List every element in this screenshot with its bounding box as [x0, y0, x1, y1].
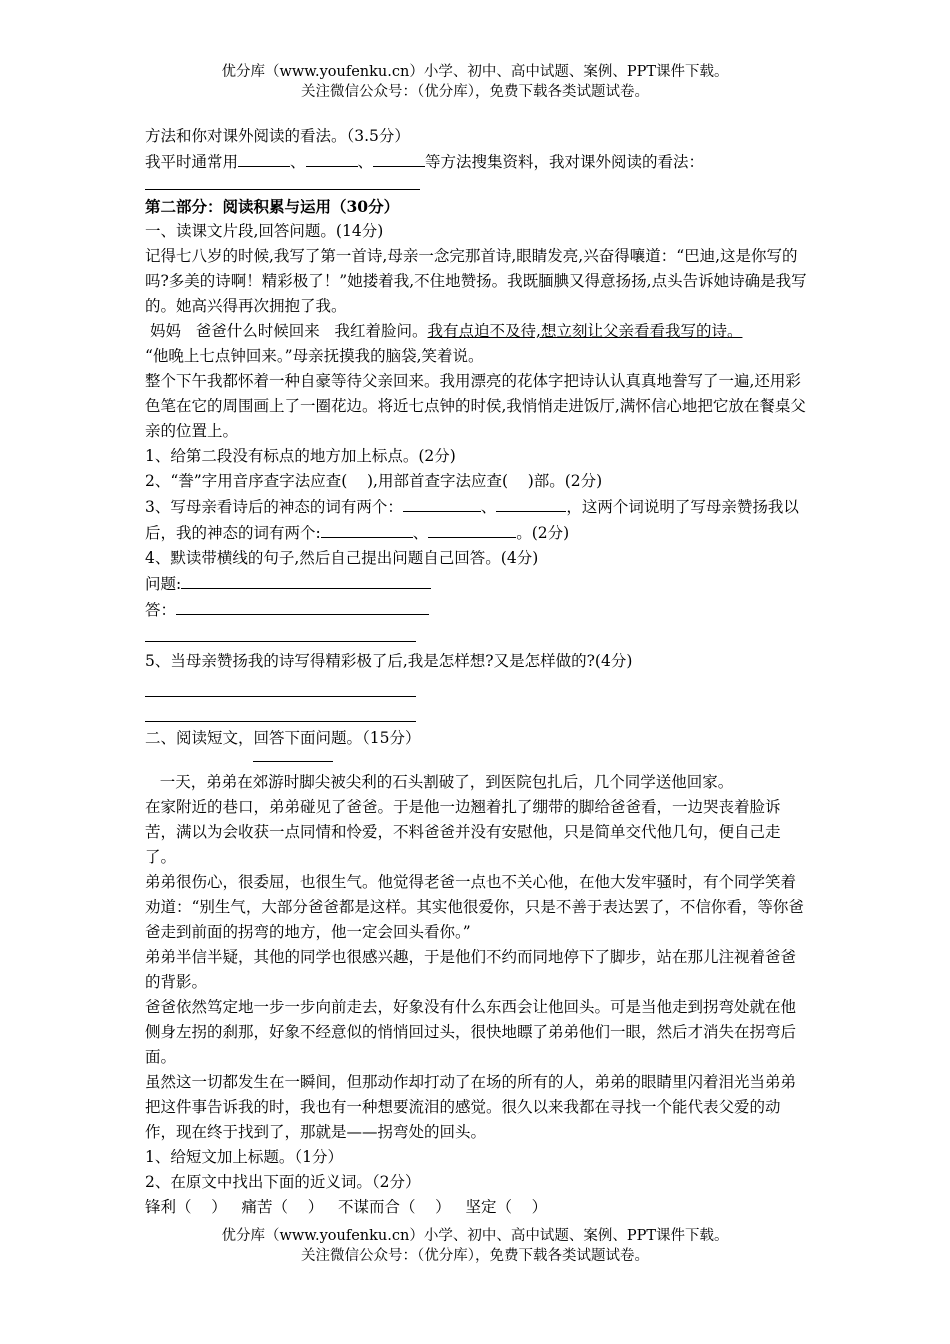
answer-blank[interactable] [373, 149, 425, 167]
answer-line[interactable] [145, 695, 416, 697]
article-paragraph: 虽然这一切都发生在一瞬间，但那动作却打动了在场的所有的人，弟弟的眼睛里闪着泪光当弟弟把这件事告诉我的时，我也有一种想要流泪的感觉。很久以来我都在寻找一个能代表父爱的动作，现在终于找到了，那就是——拐弯处的回头。 [145, 1073, 797, 1141]
header-line-2: 关注微信公众号：（优分库），免费下载各类试题试卷。 [301, 84, 649, 100]
article-paragraph: 弟弟半信半疑，其他的同学也很感兴趣，于是他们不约而同地停下了脚步，站在那儿注视着爸爸的背影。 [145, 948, 797, 991]
question-1: 1、给第二段没有标点的地方加上标点。(2分) [145, 447, 456, 465]
footer-line-2: 关注微信公众号：（优分库），免费下载各类试题试卷。 [301, 1248, 649, 1264]
answer-line[interactable] [145, 720, 416, 722]
answer-blank[interactable] [428, 520, 516, 538]
question-b1: 1、给短文加上标题。（1分） [145, 1148, 343, 1166]
answer-blank[interactable] [496, 494, 566, 512]
article-paragraph: 爸爸依然笃定地一步一步向前走去，好象没有什么东西会让他回头。可是当他走到拐弯处就在他侧身左拐的刹那，好象不经意似的悄悄回过头，很快地瞟了弟弟他们一眼，然后才消失在拐弯后面。 [145, 998, 797, 1066]
title-blank[interactable] [253, 760, 333, 762]
question-text: 3、写母亲看诗后的神态的词有两个： [145, 498, 403, 516]
underlined-sentence: 我有点迫不及待,想立刻让父亲看看我写的诗。 [427, 322, 743, 340]
answer-blank[interactable] [238, 149, 290, 167]
question-text: 。(2分) [516, 524, 570, 542]
passage-text: 妈妈 爸爸什么时候回来 我红着脸问。 [145, 322, 428, 340]
passage-paragraph: “他晚上七点钟回来。”母亲抚摸我的脑袋,笑着说。 [145, 347, 484, 365]
separator: 、 [480, 498, 497, 516]
section-1-title: 一、读课文片段,回答问题。(14分) [145, 222, 384, 240]
intro-line-1: 方法和你对课外阅读的看法。（3.5分） [145, 127, 410, 145]
answer-line[interactable] [145, 640, 416, 642]
question-3 [145, 494, 810, 546]
question-4: 4、默读带横线的句子,然后自己提出问题自己回答。(4分) [145, 549, 539, 567]
answer-line[interactable] [145, 188, 420, 190]
question-4-prompt [145, 571, 810, 597]
separator: 、 [357, 153, 374, 171]
article-paragraph: 一天，弟弟在郊游时脚尖被尖利的石头割破了，到医院包扎后，几个同学送他回家。 [145, 773, 734, 791]
answer-label: 答： [145, 601, 177, 619]
intro-line-2 [145, 149, 810, 175]
section-2-title: 二、阅读短文，回答下面问题。（15分） [145, 729, 421, 747]
passage-paragraph [145, 319, 810, 344]
passage-paragraph: 记得七八岁的时候,我写了第一首诗,母亲一念完那首诗,眼睛发亮,兴奋得嚷道：“巴迪,这是你写的吗?多美的诗啊！精彩极了！”她搂着我,不住地赞扬。我既腼腆又得意扬扬,点头告诉她诗确是我写的。她高兴得再次拥抱了我。 [145, 247, 807, 315]
part2-title: 第二部分：阅读积累与运用（30分） [145, 197, 400, 216]
answer-blank[interactable] [176, 597, 429, 615]
question-label: 问题: [145, 575, 182, 593]
header-line-1: 优分库（www.youfenku.cn）小学、初中、高中试题、案例、PPT课件下载。 [221, 64, 729, 80]
intro-text: 等方法搜集资料，我对课外阅读的看法： [425, 153, 705, 171]
separator: 、 [290, 153, 306, 171]
question-b2: 2、在原文中找出下面的近义词。（2分） [145, 1173, 421, 1191]
intro-text: 我平时通常用 [145, 153, 239, 171]
page-footer [0, 1226, 950, 1266]
article-paragraph: 弟弟很伤心，很委屈，也很生气。他觉得老爸一点也不关心他，在他大发牢骚时，有个同学笑着劝道：“别生气，大部分爸爸都是这样。其实他很爱你，只是不善于表达罢了，不信你看，等你爸爸走到前面的拐弯的地方，他一定会回头看你。” [145, 873, 804, 941]
page-header [0, 62, 950, 102]
footer-line-1: 优分库（www.youfenku.cn）小学、初中、高中试题、案例、PPT课件下载。 [221, 1228, 729, 1244]
question-5: 5、当母亲赞扬我的诗写得精彩极了后,我是怎样想?又是怎样做的?(4分) [145, 652, 633, 670]
synonym-items: 锋利（ ） 痛苦（ ） 不谋而合（ ） 坚定（ ） [145, 1198, 548, 1216]
answer-4-prompt [145, 597, 810, 623]
passage-paragraph: 整个下午我都怀着一种自豪等待父亲回来。我用漂亮的花体字把诗认认真真地誊写了一遍,还用彩色笔在它的周围画上了一圈花边。将近七点钟的时侯,我悄悄走进饭厅,满怀信心地把它放在餐桌父亲的位置上。 [145, 372, 806, 440]
answer-blank[interactable] [306, 149, 358, 167]
answer-blank[interactable] [403, 494, 481, 512]
separator: 、 [412, 524, 429, 542]
article-paragraph: 在家附近的巷口，弟弟碰见了爸爸。于是他一边翘着扎了绷带的脚给爸爸看，一边哭丧着脸诉苦，满以为会收获一点同情和怜爱，不料爸爸并没有安慰他，只是简单交代他几句，便自己走了。 [145, 798, 781, 866]
answer-blank[interactable] [181, 571, 431, 589]
question-2: 2、“誊”字用音序查字法应查( ),用部首查字法应查( )部。(2分) [145, 472, 603, 490]
question-text: ，这两个词说明了写母亲赞扬我以后，我的神态的词有两个: [145, 498, 799, 542]
answer-blank[interactable] [321, 520, 413, 538]
document-body [145, 124, 810, 1220]
